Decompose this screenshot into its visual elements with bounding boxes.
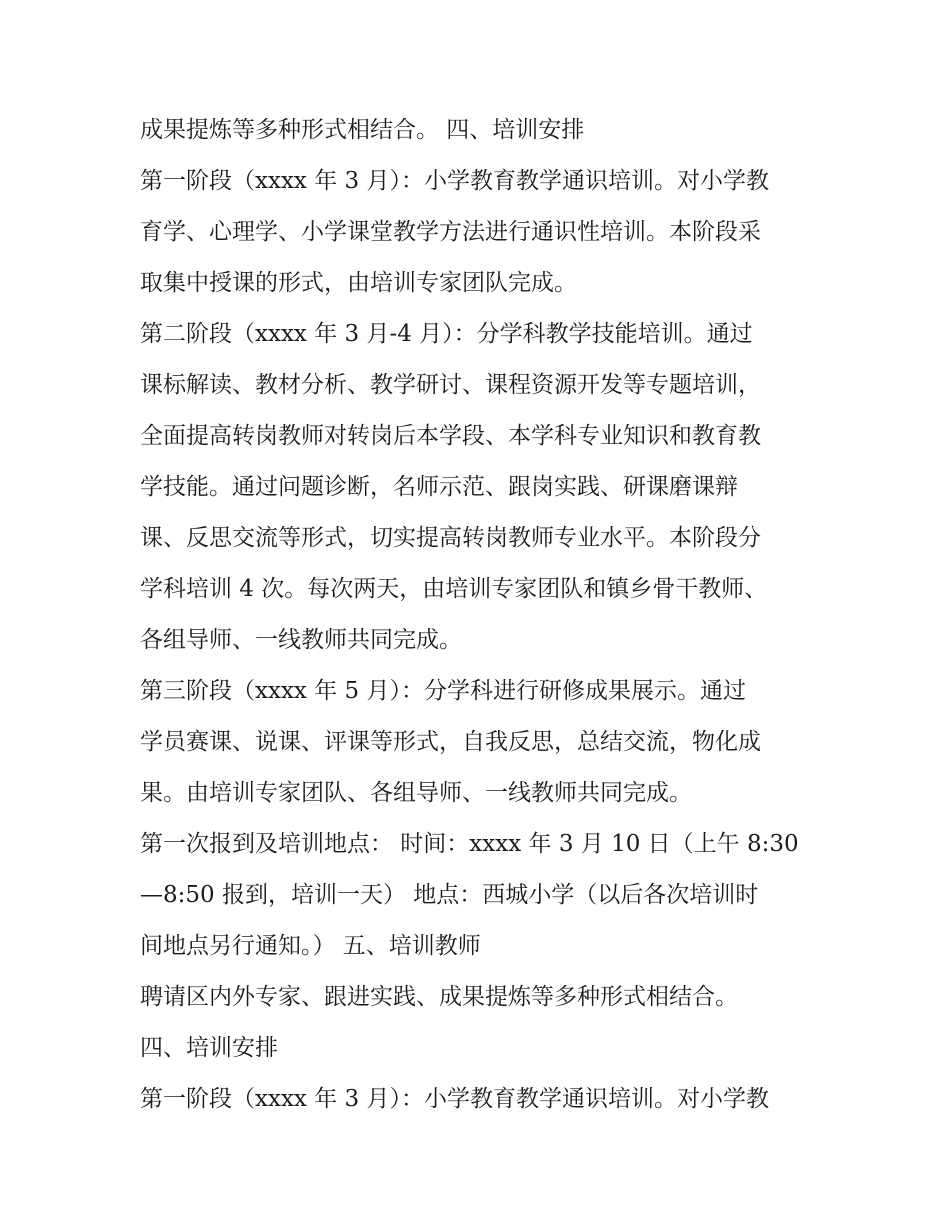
text-line: 学科培训 4 次。每次两天，由培训专家团队和镇乡骨干教师、 <box>140 576 768 602</box>
text-line: 学员赛课、说课、评课等形式，自我反思，总结交流，物化成 <box>140 729 761 755</box>
text-line: 第三阶段（xxxx 年 5 月）：分学科进行研修成果展示。通过 <box>140 678 746 704</box>
text-line: 间地点另行通知。） 五、培训教师 <box>140 933 481 959</box>
text-line: 育学、心理学、小学课堂教学方法进行通识性培训。本阶段采 <box>140 219 761 245</box>
text-line: 四、培训安排 <box>140 1035 278 1061</box>
text-line: 全面提高转岗教师对转岗后本学段、本学科专业知识和教育教 <box>140 423 761 449</box>
document-body <box>140 105 830 1125</box>
text-line: 第一次报到及培训地点： 时间：xxxx 年 3 月 10 日（上午 8:30 <box>140 831 799 857</box>
text-line: 学技能。通过问题诊断，名师示范、跟岗实践、研课磨课辩 <box>140 474 738 500</box>
text-line: 第二阶段（xxxx 年 3 月-4 月）：分学科教学技能培训。通过 <box>140 321 753 347</box>
text-line: 成果提炼等多种形式相结合。 四、培训安排 <box>140 117 585 143</box>
text-line: 各组导师、一线教师共同完成。 <box>140 627 462 653</box>
text-line: 聘请区内外专家、跟进实践、成果提炼等多种形式相结合。 <box>140 984 738 1010</box>
text-line: 课标解读、教材分析、教学研讨、课程资源开发等专题培训， <box>140 372 761 398</box>
text-line: 果。由培训专家团队、各组导师、一线教师共同完成。 <box>140 780 692 806</box>
text-line: —8:50 报到，培训一天） 地点：西城小学（以后各次培训时 <box>140 882 759 908</box>
text-line: 第一阶段（xxxx 年 3 月）：小学教育教学通识培训。对小学教 <box>140 1086 769 1112</box>
text-line: 第一阶段（xxxx 年 3 月）：小学教育教学通识培训。对小学教 <box>140 168 769 194</box>
text-line: 课、反思交流等形式，切实提高转岗教师专业水平。本阶段分 <box>140 525 761 551</box>
text-line: 取集中授课的形式，由培训专家团队完成。 <box>140 270 577 296</box>
